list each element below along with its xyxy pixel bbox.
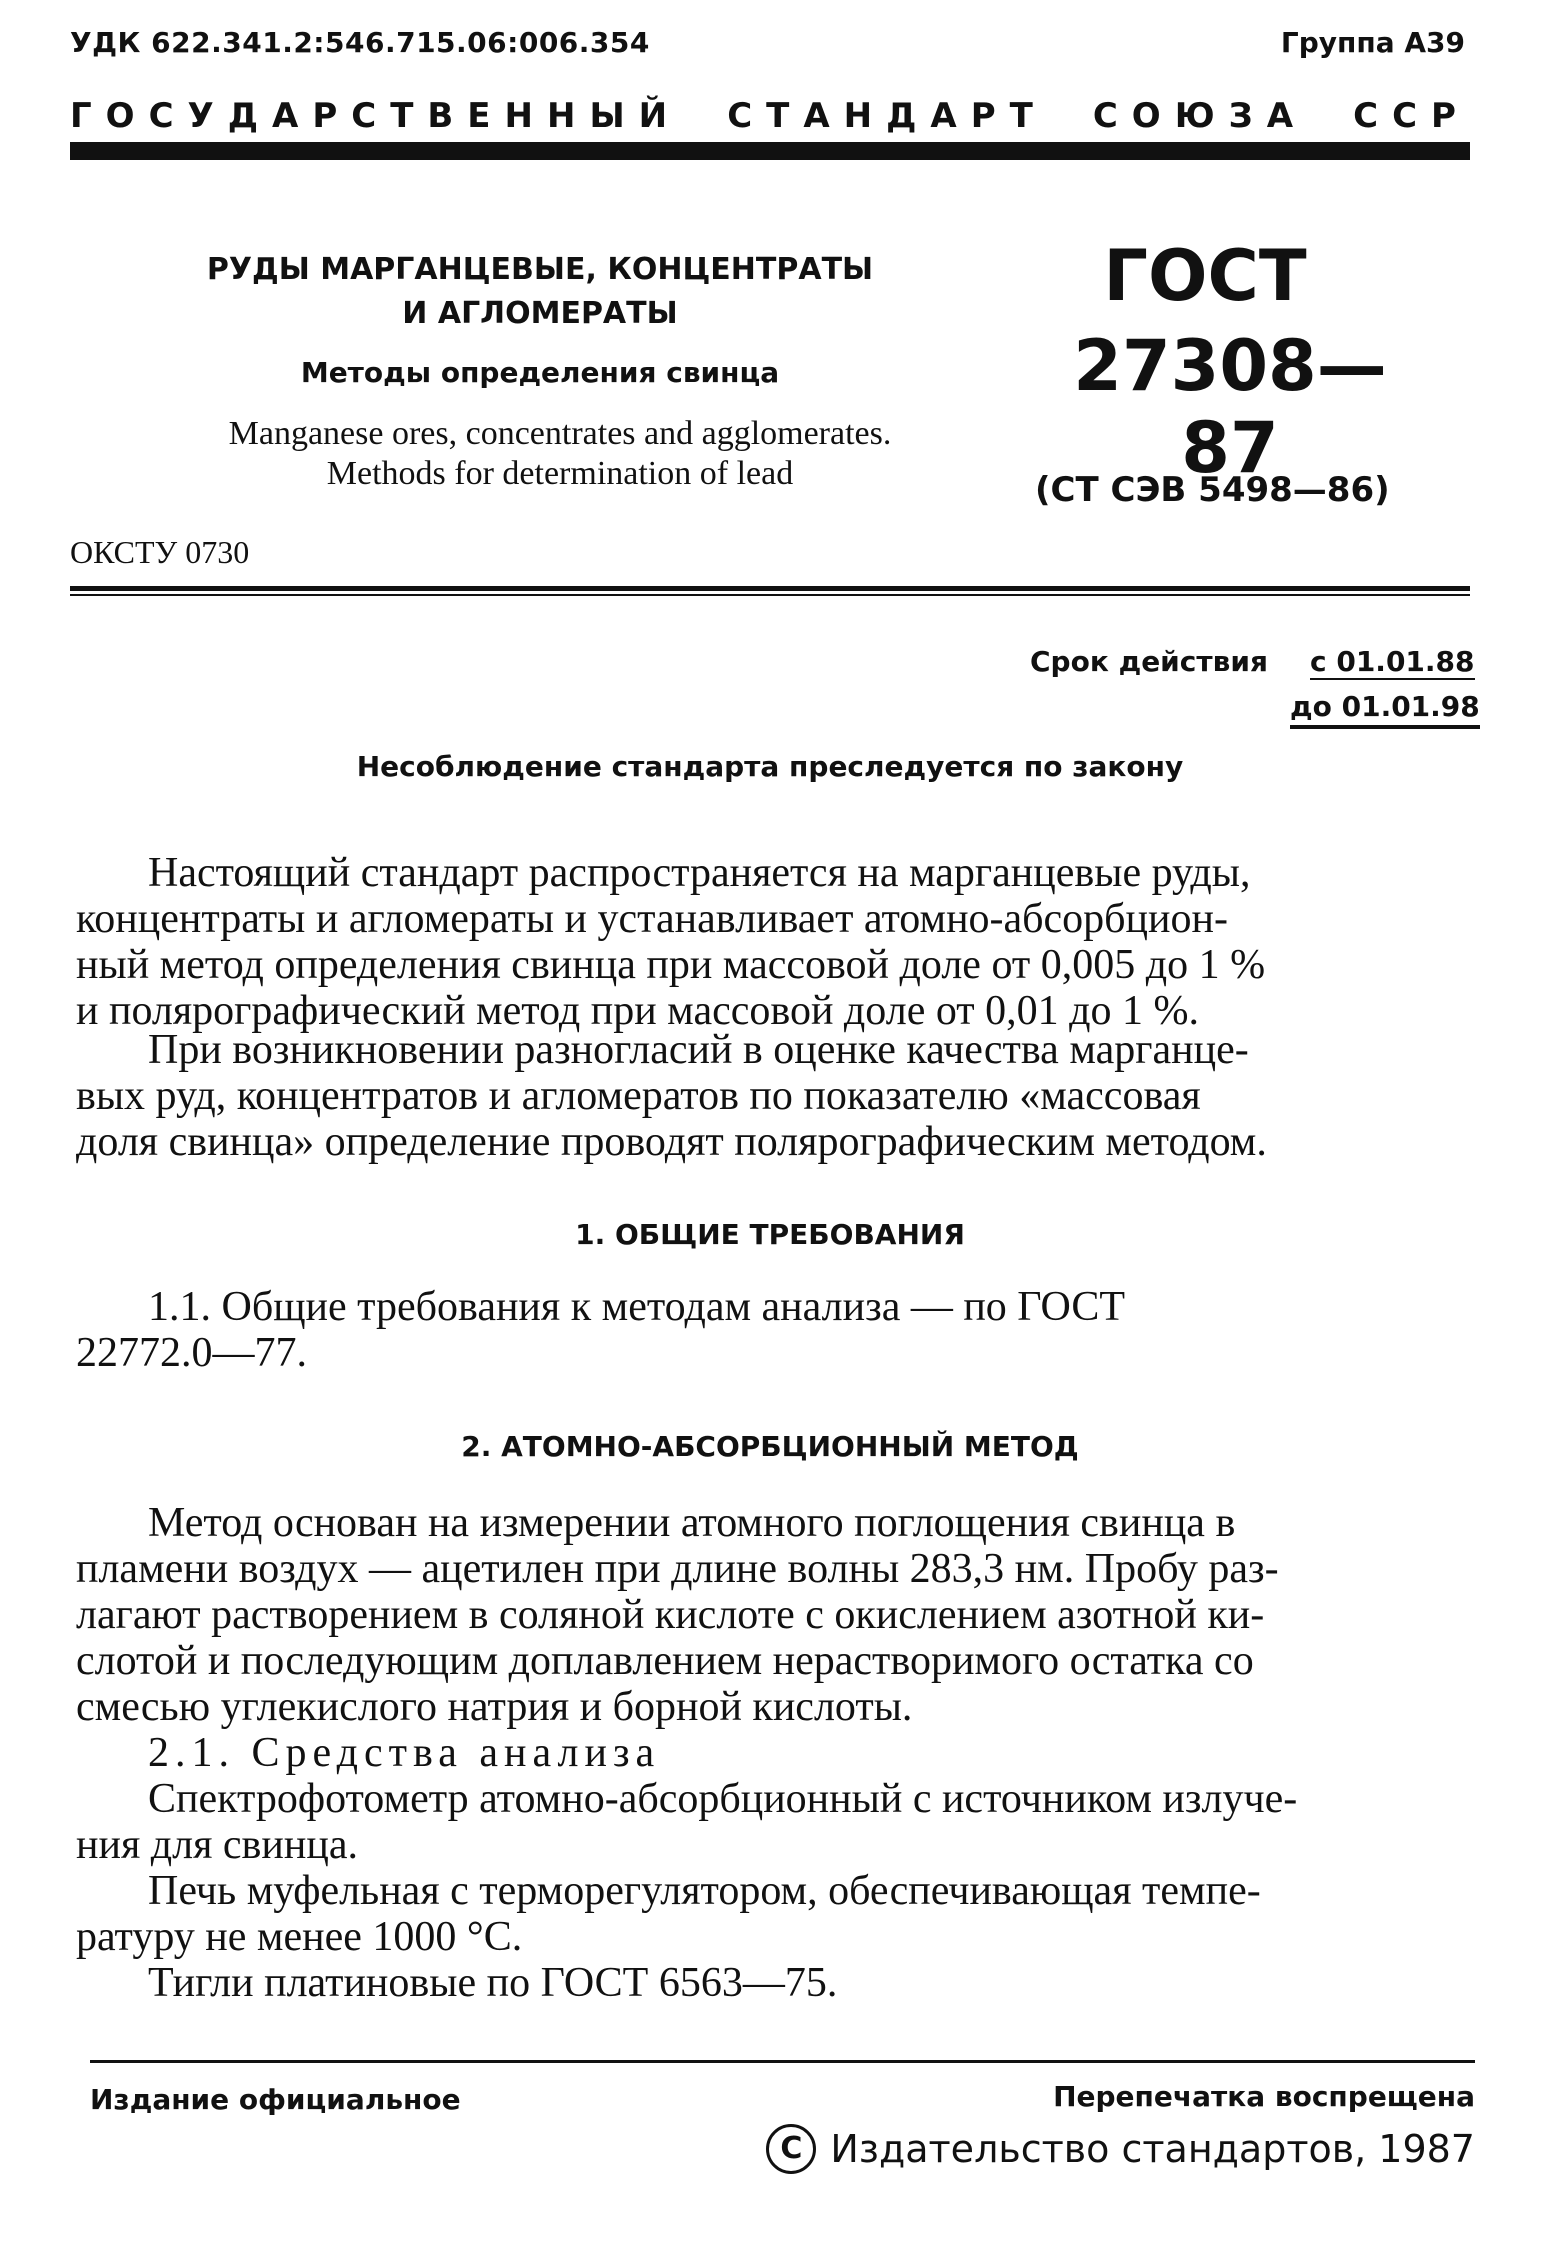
section-2-text xyxy=(76,1500,1471,2006)
english-title-line: Manganese ores, concentrates and agglomerates. xyxy=(228,415,892,452)
footer-divider xyxy=(90,2060,1475,2063)
text-line: Настоящий стандарт распространяется на марганцевые руды, xyxy=(148,850,1251,896)
text-line: доля свинца» определение проводят полярографическим методом. xyxy=(76,1119,1267,1165)
text-line: ния для свинца. xyxy=(76,1822,358,1868)
intro-paragraph-1 xyxy=(76,850,1471,1034)
title-divider-thin xyxy=(70,594,1470,596)
section-1-heading: 1. ОБЩИЕ ТРЕБОВАНИЯ xyxy=(575,1218,965,1251)
banner-word: СТАНДАРТ xyxy=(727,96,1047,136)
reprint-note: Перепечатка воспрещена xyxy=(1053,2080,1475,2113)
title-line: И АГЛОМЕРАТЫ xyxy=(402,296,678,331)
text-line: пламени воздух — ацетилен при длине волны 283,3 нм. Пробу раз- xyxy=(76,1546,1279,1592)
text-line: смесью углекислого натрия и борной кислоты. xyxy=(76,1684,913,1730)
text-line: лагают растворением в соляной кислоте с окислением азотной ки- xyxy=(76,1592,1265,1638)
subsection-heading: 2.1. Средства анализа xyxy=(148,1730,661,1776)
english-title-line: Methods for determination of lead xyxy=(326,455,794,492)
text-line: слотой и последующим доплавлением нерастворимого остатка со xyxy=(76,1638,1254,1684)
okstu-code: ОКСТУ 0730 xyxy=(70,534,250,570)
english-title xyxy=(120,414,1000,494)
banner-word: ГОСУДАРСТВЕННЫЙ xyxy=(70,96,682,136)
title-divider xyxy=(70,586,1470,591)
state-standard-banner xyxy=(70,96,1470,136)
udk-code: УДК 622.341.2:546.715.06:006.354 xyxy=(70,26,650,59)
text-line: Печь муфельная с терморегулятором, обеспечивающая темпе- xyxy=(148,1868,1261,1914)
validity-from: с 01.01.88 xyxy=(1310,645,1475,678)
edition-note: Издание официальное xyxy=(90,2083,461,2116)
publisher-line xyxy=(766,2124,1475,2174)
law-notice: Несоблюдение стандарта преследуется по закону xyxy=(356,750,1184,783)
section-1-text xyxy=(76,1284,1471,1376)
group-code: Группа А39 xyxy=(1280,26,1465,59)
banner-word: ССР xyxy=(1353,96,1470,136)
header-divider xyxy=(70,142,1470,160)
text-line: ный метод определения свинца при массовой доле от 0,005 до 1 % xyxy=(76,942,1266,988)
text-line: 1.1. Общие требования к методам анализа — по ГОСТ xyxy=(148,1284,1126,1330)
section-2-heading: 2. АТОМНО-АБСОРБЦИОННЫЙ МЕТОД xyxy=(461,1430,1079,1463)
banner-word: СОЮЗА xyxy=(1092,96,1308,136)
title-line: РУДЫ МАРГАНЦЕВЫЕ, КОНЦЕНТРАТЫ xyxy=(206,252,874,287)
text-line: Метод основан на измерении атомного поглощения свинца в xyxy=(148,1500,1236,1546)
validity-to: до 01.01.98 xyxy=(1290,690,1480,729)
gost-number: 27308—87 xyxy=(1073,325,1387,489)
text-line: ратуру не менее 1000 °С. xyxy=(76,1914,523,1960)
document-title xyxy=(160,248,920,336)
text-line: и полярографический метод при массовой доле от 0,01 до 1 %. xyxy=(76,988,1199,1034)
text-line: вых руд, концентратов и агломератов по показателю «массовая xyxy=(76,1073,1201,1119)
text-line: При возникновении разногласий в оценке качества марганце- xyxy=(148,1027,1249,1073)
document-subtitle: Методы определения свинца xyxy=(300,356,780,389)
text-line: 22772.0—77. xyxy=(76,1330,307,1376)
publisher-name: Издательство стандартов, 1987 xyxy=(830,2127,1475,2171)
sev-reference: (СТ СЭВ 5498—86) xyxy=(1035,470,1390,510)
intro-paragraph-2 xyxy=(76,1027,1471,1165)
gost-label: ГОСТ xyxy=(1103,235,1307,317)
text-line: концентраты и агломераты и устанавливает атомно-абсорбцион- xyxy=(76,896,1228,942)
text-line: Тигли платиновые по ГОСТ 6563—75. xyxy=(148,1960,838,2006)
text-line: Спектрофотометр атомно-абсорбционный с источником излуче- xyxy=(148,1776,1298,1822)
copyright-icon: C xyxy=(766,2124,816,2174)
validity-label: Срок действия xyxy=(1030,645,1268,678)
